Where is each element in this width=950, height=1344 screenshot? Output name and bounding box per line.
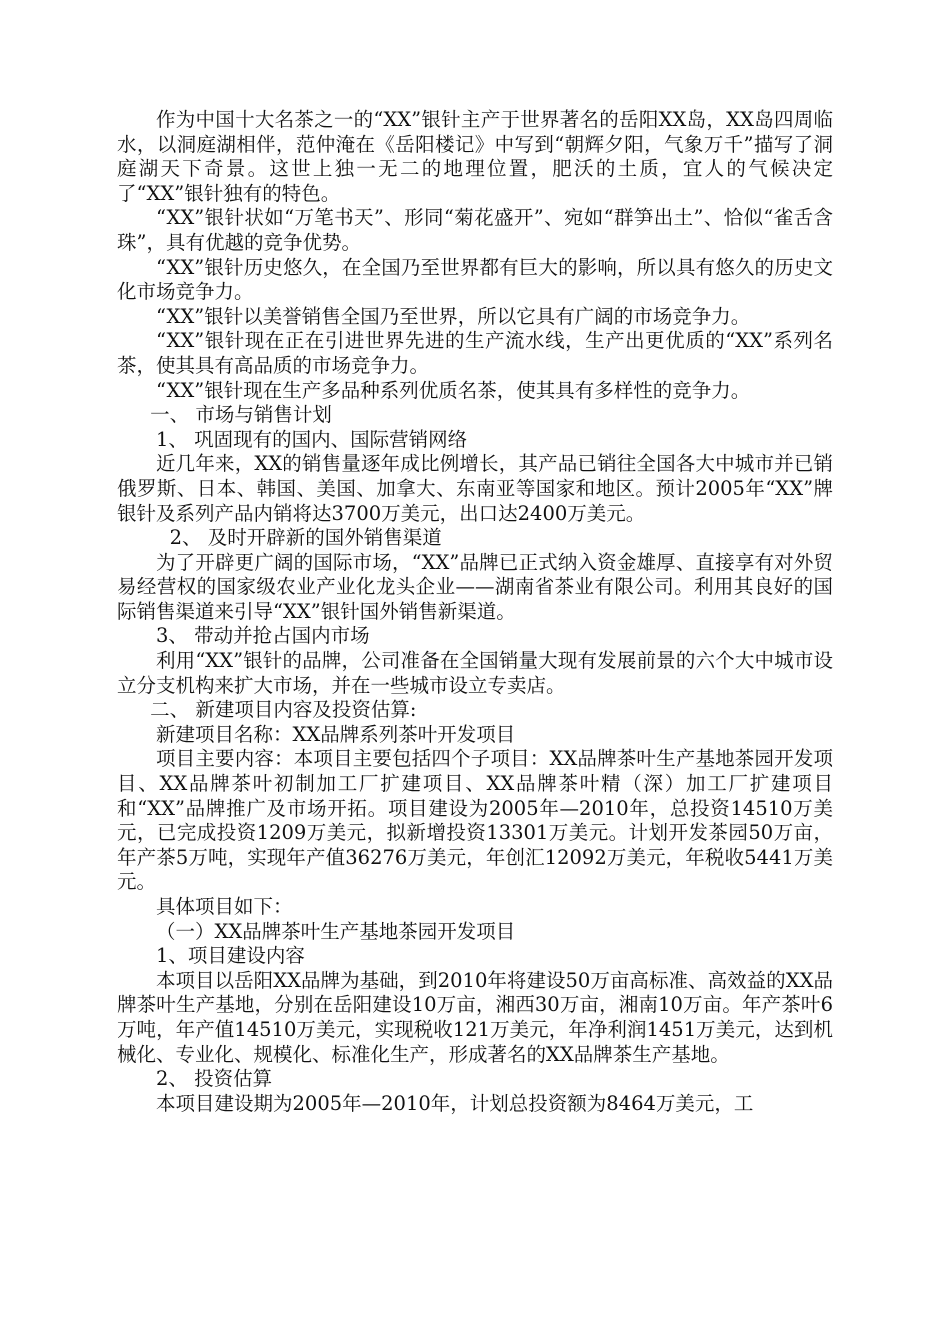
paragraph-branches: 利用“XX”银针的品牌，公司准备在全国销量大现有发展前景的六个大中城市设立分支机构来扩大市场，并在一些城市设立专卖店。 — [117, 649, 833, 697]
paragraph-sales-growth: 近几年来，XX的销售量逐年成比例增长，其产品已销往全国各大中城市并已销俄罗斯、日本、韩国、美国、加拿大、东南亚等国家和地区。预计2005年“XX”牌银针及系列产品内销将达3700万美元，出口达2400万美元。 — [117, 452, 833, 525]
subheading-consolidate-network: 1、 巩固现有的国内、国际营销网络 — [156, 427, 468, 451]
subheading-domestic-market: 3、 带动并抢占国内市场 — [156, 624, 370, 648]
subheading-plantation-project: （一）XX品牌茶叶生产基地茶园开发项目 — [156, 919, 516, 943]
document-body — [117, 108, 833, 1116]
paragraph-intro: 作为中国十大名茶之一的“XX”银针主产于世界著名的岳阳XX岛，XX岛四周临水，以洞庭湖相伴，范仲淹在《岳阳楼记》中写到“朝辉夕阳，气象万千”描写了洞庭湖天下奇景。这世上独一无二的地理位置，肥沃的土质，宜人的气候决定了“XX”银针独有的特色。 — [117, 108, 833, 205]
paragraph-variety: “XX”银针现在生产多品种系列优质名茶，使其具有多样性的竞争力。 — [156, 378, 751, 402]
paragraph-project-content: 项目主要内容：本项目主要包括四个子项目：XX品牌茶叶生产基地茶园开发项目、XX品牌茶叶初制加工厂扩建项目、XX品牌茶叶精（深）加工厂扩建项目和“XX”品牌推广及市场开拓。项目建设为2005年—2010年，总投资14510万美元，已完成投资1209万美元，拟新增投资13301万美元。计划开发茶园50万亩，年产茶5万吨，实现年产值36276万美元，年创汇12092万美元，年税收5441万美元。 — [117, 747, 833, 894]
subheading-new-channels: 2、 及时开辟新的国外销售渠道 — [169, 526, 442, 550]
paragraph-appearance: “XX”银针状如“万笔书天”、形同“菊花盛开”、宛如“群笋出土”、恰似“雀舌含珠”，具有优越的竞争优势。 — [117, 206, 833, 254]
paragraph-reputation: “XX”银针以美誉销售全国乃至世界，所以它具有广阔的市场竞争力。 — [156, 304, 751, 328]
paragraph-specific-projects: 具体项目如下： — [156, 895, 293, 918]
section-heading-new-project: 二、 新建项目内容及投资估算: — [150, 698, 417, 722]
paragraph-production-line: “XX”银针现在正在引进世界先进的生产流水线，生产出更优质的“XX”系列名茶，使其具有高品质的市场竞争力。 — [117, 329, 833, 377]
subheading-investment-estimate: 2、 投资估算 — [156, 1067, 273, 1091]
section-heading-market-plan: 一、 市场与销售计划 — [150, 403, 332, 427]
paragraph-history: “XX”银针历史悠久，在全国乃至世界都有巨大的影响，所以具有悠久的历史文化市场竞争力。 — [117, 255, 833, 304]
paragraph-investment-period: 本项目建设期为2005年—2010年，计划总投资额为8464万美元，工 — [156, 1091, 754, 1115]
subheading-construction-content: 1、项目建设内容 — [156, 944, 305, 968]
paragraph-international-market: 为了开辟更广阔的国际市场，“XX”品牌已正式纳入资金雄厚、直接享有对外贸易经营权的国家级农业产业化龙头企业——湖南省茶业有限公司。利用其良好的国际销售渠道来引导“XX”银针国外销售新渠道。 — [117, 550, 833, 623]
paragraph-construction-details: 本项目以岳阳XX品牌为基础，到2010年将建设50万亩高标准、高效益的XX品牌茶叶生产基地，分别在岳阳建设10万亩，湘西30万亩，湘南10万亩。年产茶叶6万吨，年产值14510万美元，实现税收121万美元，年净利润1451万美元，达到机械化、专业化、规模化、标准化生产，形成著名的XX品牌茶生产基地。 — [117, 968, 833, 1066]
paragraph-project-name: 新建项目名称：XX品牌系列茶叶开发项目 — [156, 722, 516, 746]
